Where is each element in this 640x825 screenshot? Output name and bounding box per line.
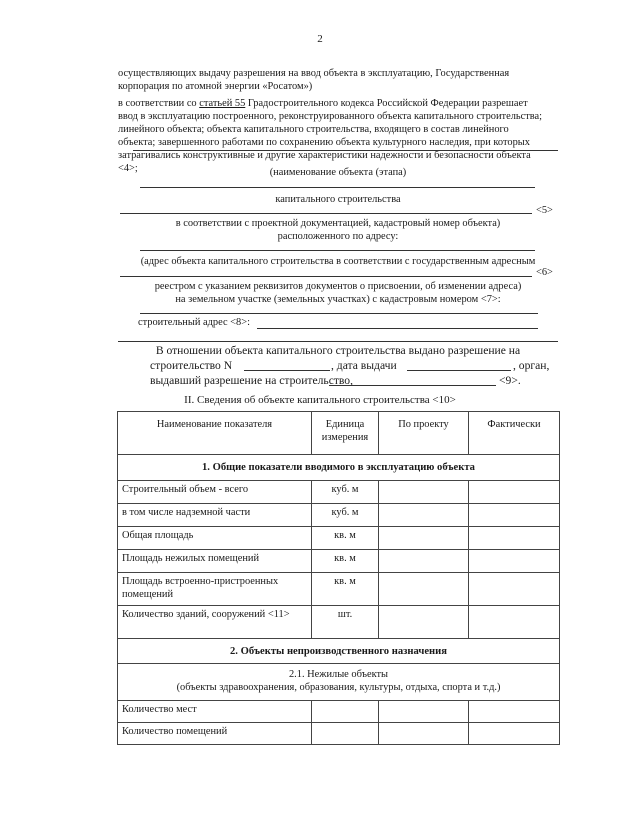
fill-permit-date[interactable]	[407, 370, 511, 371]
cell-project[interactable]	[379, 527, 469, 550]
row-unit[interactable]	[312, 701, 379, 723]
subsection-2-1-desc: (объекты здравоохранения, образования, культуры, отдыха, спорта и т.д.)	[176, 682, 501, 693]
row-unit: шт.	[312, 606, 379, 639]
legal-paragraph	[118, 97, 558, 176]
cell-actual[interactable]	[469, 723, 560, 745]
cell-actual[interactable]	[469, 504, 560, 527]
section-row	[118, 455, 560, 481]
subsection-2-1-title: 2.1. Нежилые объекты	[288, 669, 389, 680]
subsection-row	[118, 664, 560, 701]
cell-project[interactable]	[379, 481, 469, 504]
page-number: 2	[317, 33, 323, 45]
caption-address: (адрес объекта капитального строительства в соответствии с государственным адресным	[140, 256, 536, 267]
permit-line-3b: <9>.	[499, 374, 521, 387]
subsection-2-1	[118, 664, 560, 701]
footnote-mark-5: <5>	[536, 205, 553, 216]
footnote-mark-6: <6>	[536, 267, 553, 278]
cell-actual[interactable]	[469, 573, 560, 606]
label-building-address: строительный адрес <8>:	[138, 317, 250, 328]
fill-line-project-docs[interactable]	[120, 213, 532, 214]
table-row	[118, 573, 560, 606]
permit-line-2b: , дата выдачи	[331, 359, 397, 372]
article-55-link[interactable]: статьей 55	[199, 98, 246, 109]
table-row	[118, 527, 560, 550]
caption-located: расположенного по адресу:	[277, 231, 399, 242]
separator-line	[118, 341, 558, 342]
cell-project[interactable]	[379, 573, 469, 606]
table-row	[118, 550, 560, 573]
fill-permit-authority[interactable]	[329, 385, 496, 386]
fill-line-cadastral[interactable]	[140, 313, 538, 314]
permit-line-2a: строительство N	[150, 359, 233, 372]
header-actual: Фактически	[469, 412, 560, 455]
legal-line-3: линейного объекта; объекта капитального строительства, входящего в состав линейного	[118, 124, 509, 136]
fill-permit-number[interactable]	[244, 370, 330, 371]
row-name: в том числе надземной части	[118, 504, 312, 527]
caption-object-name: (наименование объекта (этапа)	[269, 167, 407, 178]
cell-actual[interactable]	[469, 550, 560, 573]
row-name: Строительный объем - всего	[118, 481, 312, 504]
cell-project[interactable]	[379, 723, 469, 745]
row-unit: кв. м	[312, 527, 379, 550]
section-title: II. Сведения об объекте капитального строительства <10>	[184, 394, 456, 406]
row-name: Общая площадь	[118, 527, 312, 550]
legal-line-4: объекта; завершенного работами по сохранению объекта культурного наследия, при которых	[118, 137, 530, 149]
caption-capital: капитального строительства	[275, 194, 401, 205]
fill-line-object-2[interactable]	[140, 187, 535, 188]
legal-line-1-rest: Градостроительного кодекса Российской Федерации разрешает	[245, 98, 528, 109]
fill-line-address-2[interactable]	[120, 276, 532, 277]
legal-line-1	[118, 97, 558, 110]
caption-project-docs: в соответствии с проектной документацией, кадастровый номер объекта)	[175, 218, 501, 229]
row-unit[interactable]	[312, 723, 379, 745]
table-row	[118, 723, 560, 745]
header-project: По проекту	[379, 412, 469, 455]
row-name: Количество помещений	[118, 723, 312, 745]
permit-line-2c: , орган,	[513, 359, 550, 372]
fill-line-address[interactable]	[140, 250, 535, 251]
header-indicator: Наименование показателя	[118, 412, 312, 455]
intro-line-1: осуществляющих выдачу разрешения на ввод объекта в эксплуатацию, Государственная	[118, 68, 510, 79]
row-unit: куб. м	[312, 481, 379, 504]
permit-line-1: В отношении объекта капитального строительства выдано разрешение на	[155, 344, 521, 357]
row-name: Площадь встроенно-пристроенных помещений	[118, 573, 312, 606]
cell-project[interactable]	[379, 701, 469, 723]
cell-project[interactable]	[379, 504, 469, 527]
row-name: Количество зданий, сооружений <11>	[118, 606, 312, 639]
fill-line-building-address[interactable]	[257, 328, 538, 329]
table-header-row	[118, 412, 560, 455]
cell-actual[interactable]	[469, 481, 560, 504]
row-unit: куб. м	[312, 504, 379, 527]
legal-line-6: <4>;	[118, 163, 138, 175]
cell-actual[interactable]	[469, 606, 560, 639]
legal-prefix: в соответствии со	[118, 98, 200, 109]
intro-paragraph	[118, 67, 558, 93]
fill-line-object[interactable]	[133, 150, 558, 151]
section-2-title: 2. Объекты непроизводственного назначения	[118, 639, 560, 664]
row-unit: кв. м	[312, 573, 379, 606]
cell-project[interactable]	[379, 550, 469, 573]
caption-land-plot: на земельном участке (земельных участках) с кадастровым номером <7>:	[175, 294, 501, 305]
row-unit: кв. м	[312, 550, 379, 573]
row-name: Количество мест	[118, 701, 312, 723]
caption-registry: реестром с указанием реквизитов документов о присвоении, об изменении адреса)	[154, 281, 522, 292]
cell-project[interactable]	[379, 606, 469, 639]
header-unit: Единица измерения	[312, 412, 379, 455]
section-row	[118, 639, 560, 664]
section-1-title: 1. Общие показатели вводимого в эксплуатацию объекта	[118, 455, 560, 481]
object-data-table	[117, 411, 560, 745]
table-row	[118, 701, 560, 723]
table-row	[118, 504, 560, 527]
intro-line-2: корпорация по атомной энергии «Росатом»)	[118, 81, 313, 93]
cell-actual[interactable]	[469, 527, 560, 550]
legal-line-5: затрагивались конструктивные и другие характеристики надежности и безопасности объекта	[118, 150, 531, 162]
cell-actual[interactable]	[469, 701, 560, 723]
legal-line-2: ввод в эксплуатацию построенного, реконструированного объекта капитального строительства;	[118, 111, 543, 123]
permit-line-3a: выдавший разрешение на строительство,	[150, 374, 353, 387]
table-row	[118, 606, 560, 639]
table-row	[118, 481, 560, 504]
row-name: Площадь нежилых помещений	[118, 550, 312, 573]
